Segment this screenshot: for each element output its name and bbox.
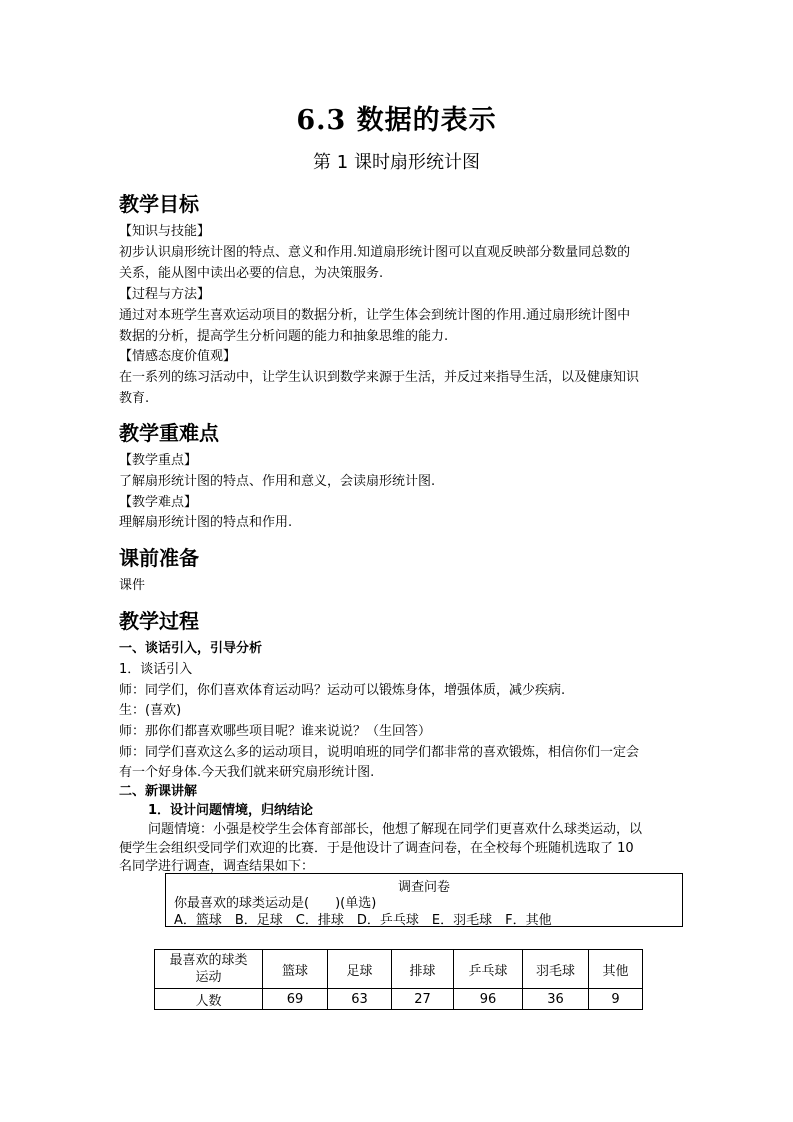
problem-para-3: 名同学进行调查，调查结果如下： xyxy=(119,859,315,874)
dialog-line-5: 有一个好身体.今天我们就来研究扇形统计图. xyxy=(119,765,375,780)
survey-box xyxy=(165,873,683,927)
preparation-text: 课件 xyxy=(119,578,146,593)
attitude-label: 【情感态度价值观】 xyxy=(119,349,237,364)
table-col-badminton: 羽毛球 xyxy=(523,950,589,989)
preparation-heading: 课前准备 xyxy=(119,546,199,570)
page-subtitle: 第 1 课时扇形统计图 xyxy=(313,152,480,173)
table-header-label-line-1: 最喜欢的球类 xyxy=(169,953,248,968)
table-cell-football: 63 xyxy=(328,989,392,1010)
table-header-row xyxy=(155,950,643,989)
dialog-line-2: 生：(喜欢) xyxy=(119,703,182,718)
survey-result-table xyxy=(154,949,643,1010)
dialog-line-1: 师：同学们，你们喜欢体育运动吗？运动可以锻炼身体，增强体质，减少疾病. xyxy=(119,683,566,698)
table-row xyxy=(155,989,643,1010)
table-col-other: 其他 xyxy=(589,950,643,989)
key-text: 了解扇形统计图的特点、作用和意义，会读扇形统计图. xyxy=(119,474,436,489)
table-cell-basketball: 69 xyxy=(263,989,328,1010)
section-1-heading: 一、谈话引入，引导分析 xyxy=(119,641,263,656)
knowledge-label: 【知识与技能】 xyxy=(119,224,211,239)
survey-options: A．篮球 B．足球 C．排球 D．乒乓球 E．羽毛球 F．其他 xyxy=(174,913,552,928)
sub-2-heading: 1．设计问题情境，归纳结论 xyxy=(148,803,314,818)
attitude-line-1: 在一系列的练习活动中，让学生认识到数学来源于生活，并反过来指导生活，以及健康知识 xyxy=(119,370,640,385)
dialog-line-3: 师：那你们都喜欢哪些项目呢？谁来说说？（生回答） xyxy=(119,724,432,739)
key-label: 【教学重点】 xyxy=(119,453,198,468)
table-cell-pingpong: 96 xyxy=(454,989,523,1010)
knowledge-line-2: 关系，能从图中读出必要的信息，为决策服务. xyxy=(119,266,384,281)
survey-question: 你最喜欢的球类运动是( )(单选) xyxy=(174,896,377,911)
table-cell-volleyball: 27 xyxy=(392,989,454,1010)
keypoints-heading: 教学重难点 xyxy=(119,421,219,445)
process-label: 【过程与方法】 xyxy=(119,287,211,302)
table-header-label xyxy=(155,950,263,989)
process-line-1: 通过对本班学生喜欢运动项目的数据分析，让学生体会到统计图的作用.通过扇形统计图中 xyxy=(119,308,631,323)
table-col-volleyball: 排球 xyxy=(392,950,454,989)
difficult-label: 【教学难点】 xyxy=(119,495,198,510)
process-line-2: 数据的分析，提高学生分析问题的能力和抽象思维的能力. xyxy=(119,329,449,344)
sub-1-heading: 1．谈话引入 xyxy=(119,662,193,677)
problem-para-2: 便学生会组织受同学们欢迎的比赛．于是他设计了调查问卷，在全校每个班随机选取了 10 xyxy=(119,841,634,856)
problem-para-1: 问题情境：小强是校学生会体育部部长，他想了解现在同学们更喜欢什么球类运动，以 xyxy=(148,822,643,837)
table-col-pingpong: 乒乓球 xyxy=(454,950,523,989)
table-col-football: 足球 xyxy=(328,950,392,989)
table-cell-badminton: 36 xyxy=(523,989,589,1010)
survey-caption: 调查问卷 xyxy=(397,880,450,895)
table-row-label: 人数 xyxy=(155,989,263,1010)
objectives-heading: 教学目标 xyxy=(119,192,199,216)
page-title: 6.3 数据的表示 xyxy=(296,105,497,136)
table-header-label-line-2: 运动 xyxy=(195,970,222,985)
table-cell-other: 9 xyxy=(589,989,643,1010)
knowledge-line-1: 初步认识扇形统计图的特点、意义和作用.知道扇形统计图可以直观反映部分数量同总数的 xyxy=(119,245,631,260)
difficult-text: 理解扇形统计图的特点和作用. xyxy=(119,515,293,530)
table-col-basketball: 篮球 xyxy=(263,950,328,989)
process-heading: 教学过程 xyxy=(119,609,199,633)
dialog-line-4: 师：同学们喜欢这么多的运动项目，说明咱班的同学们都非常的喜欢锻炼，相信你们一定会 xyxy=(119,745,640,760)
section-2-heading: 二、新课讲解 xyxy=(119,784,198,799)
attitude-line-2: 教育. xyxy=(119,391,150,406)
